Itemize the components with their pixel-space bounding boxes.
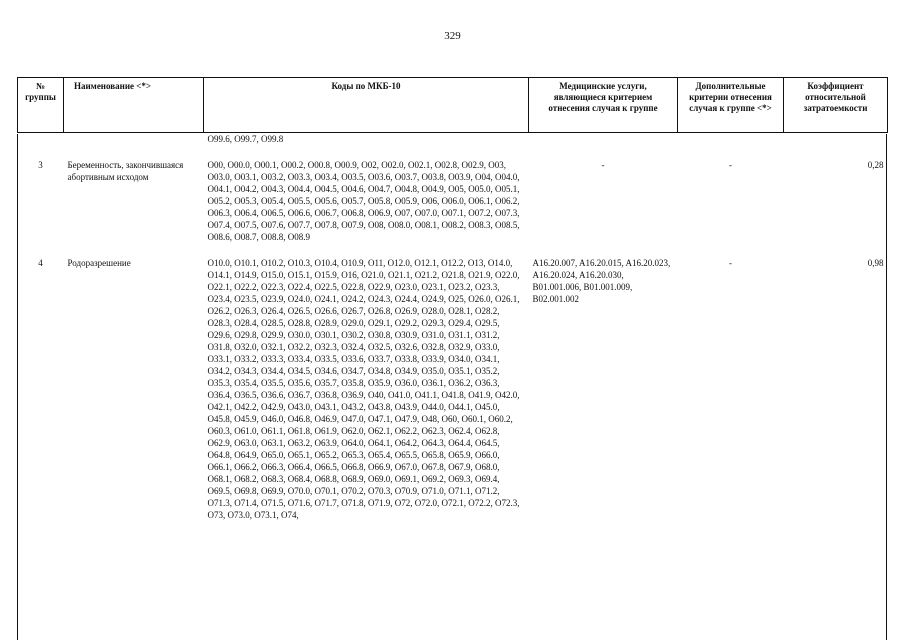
coefficient-cell: 0,98 (867, 258, 884, 268)
table-row (18, 257, 888, 521)
header-coefficient: Коэффициент относительной затратоемкости (784, 78, 888, 133)
header-name: Наименование <*> (64, 78, 204, 133)
extra-criteria-cell: - (729, 258, 732, 268)
coefficient-cell: 0,28 (867, 160, 884, 170)
group-name: Беременность, закончившаяся абортивным исходом (67, 160, 184, 182)
codes-cell: O00, O00.0, O00.1, O00.2, O00.8, O00.9, O02, O02.0, O02.1, O02.8, O02.9, O03, O03.0, O03.1, O03.2, O03.3, O03.4, O03.5, O03.6, O03.7, O03.8, O03.9, O04, O04.0, O04.1, O04.2, O04.3, O04.4, O04.5, O04.6, O04.7, O04.8, O04.9, O05, O05.0, O05.1, O05.2, O05.3, O05.4, O05.5, O05.6, O05.7, O05.8, O05.9, O06, O06.0, O06.1, O06.2, O06.3, O06.4, O06.5, O06.6, O06.7, O06.8, O06.9, O07, O07.0, O07.1, O07.2, O07.3, O07.4, O07.5, O07.6, O07.7, O07.8, O07.9, O08, O08.0, O08.1, O08.2, O08.3, O08.5, O08.6, O08.7, O08.8, O08.9 (207, 160, 520, 242)
ksg-table (17, 77, 888, 521)
table-right-border (886, 134, 887, 640)
group-name: Родоразрешение (67, 258, 131, 268)
group-number: 4 (38, 258, 43, 268)
header-services: Медицинские услуги, являющиеся критерием отнесения случая к группе (529, 78, 678, 133)
codes-cell: O10.0, O10.1, O10.2, O10.3, O10.4, O10.9, O11, O12.0, O12.1, O12.2, O13, O14.0, O14.1, O14.9, O15.0, O15.1, O15.9, O16, O21.0, O21.1, O21.2, O21.8, O21.9, O22.0, O22.1, O22.2, O22.3, O22.4, O22.5, O22.8, O22.9, O23.0, O23.1, O23.2, O23.3, O23.4, O23.5, O23.9, O24.0, O24.1, O24.2, O24.3, O24.4, O24.9, O25, O26.0, O26.1, O26.2, O26.3, O26.4, O26.5, O26.6, O26.7, O26.8, O26.9, O28.0, O28.1, O28.2, O28.3, O28.4, O28.5, O28.8, O28.9, O29.0, O29.1, O29.2, O29.3, O29.4, O29.5, O29.6, O29.8, O29.9, O30.0, O30.1, O30.2, O30.8, O30.9, O31.0, O31.1, O31.2, O31.8, O32.0, O32.1, O32.2, O32.3, O32.4, O32.5, O32.6, O32.8, O32.9, O33.0, O33.1, O33.2, O33.3, O33.4, O33.5, O33.6, O33.7, O33.8, O33.9, O34.0, O34.1, O34.2, O34.3, O34.4, O34.5, O34.6, O34.7, O34.8, O34.9, O35.0, O35.1, O35.2, O35.3, O35.4, O35.5, O35.6, O35.7, O35.8, O35.9, O36.0, O36.1, O36.2, O36.3, O36.4, O36.5, O36.6, O36.7, O36.8, O36.9, O40, O41.0, O41.1, O41.8, O41.9, O42.0, O42.1, O42.2, O42.9, O43.0, O43.1, O43.2, O43.8, O43.9, O44.0, O44.1, O45.0, O45.8, O45.9, O46.0, O46.8, O46.9, O47.0, O47.1, O47.9, O48, O60, O60.1, O60.2, O60.3, O61.0, O61.1, O61.8, O61.9, O62.0, O62.1, O62.2, O62.3, O62.4, O62.8, O62.9, O63.0, O63.1, O63.2, O63.9, O64.0, O64.1, O64.2, O64.3, O64.4, O64.5, O64.8, O64.9, O65.0, O65.1, O65.2, O65.3, O65.4, O65.5, O65.8, O65.9, O66.0, O66.1, O66.2, O66.3, O66.4, O66.5, O66.8, O66.9, O67.0, O67.8, O67.9, O68.0, O68.1, O68.2, O68.3, O68.4, O68.8, O68.9, O69.0, O69.1, O69.2, O69.3, O69.4, O69.5, O69.8, O69.9, O70.0, O70.1, O70.2, O70.3, O70.9, O71.0, O71.1, O71.2, O71.3, O71.4, O71.5, O71.6, O71.7, O71.8, O71.9, O72, O72.0, O72.1, O72.2, O72.3, O73, O73.0, O73.1, O74, (207, 258, 520, 520)
header-group-no: № группы (18, 78, 64, 133)
extra-criteria-cell: - (729, 160, 732, 170)
header-codes: Коды по МКБ-10 (204, 78, 529, 133)
page-number: 329 (444, 30, 461, 42)
header-extra-criteria: Дополнительные критерии отнесения случая к группе <*> (678, 78, 784, 133)
codes-cell: O99.6, O99.7, O99.8 (207, 134, 284, 144)
group-number: 3 (38, 160, 43, 170)
services-cell: A16.20.007, A16.20.015, A16.20.023, A16.20.024, A16.20.030, B01.001.006, B01.001.009, B02.001.002 (532, 258, 671, 304)
table-row-continuation (18, 133, 888, 146)
table-row (18, 159, 888, 243)
services-cell: - (601, 160, 605, 170)
table-left-border (17, 134, 18, 640)
